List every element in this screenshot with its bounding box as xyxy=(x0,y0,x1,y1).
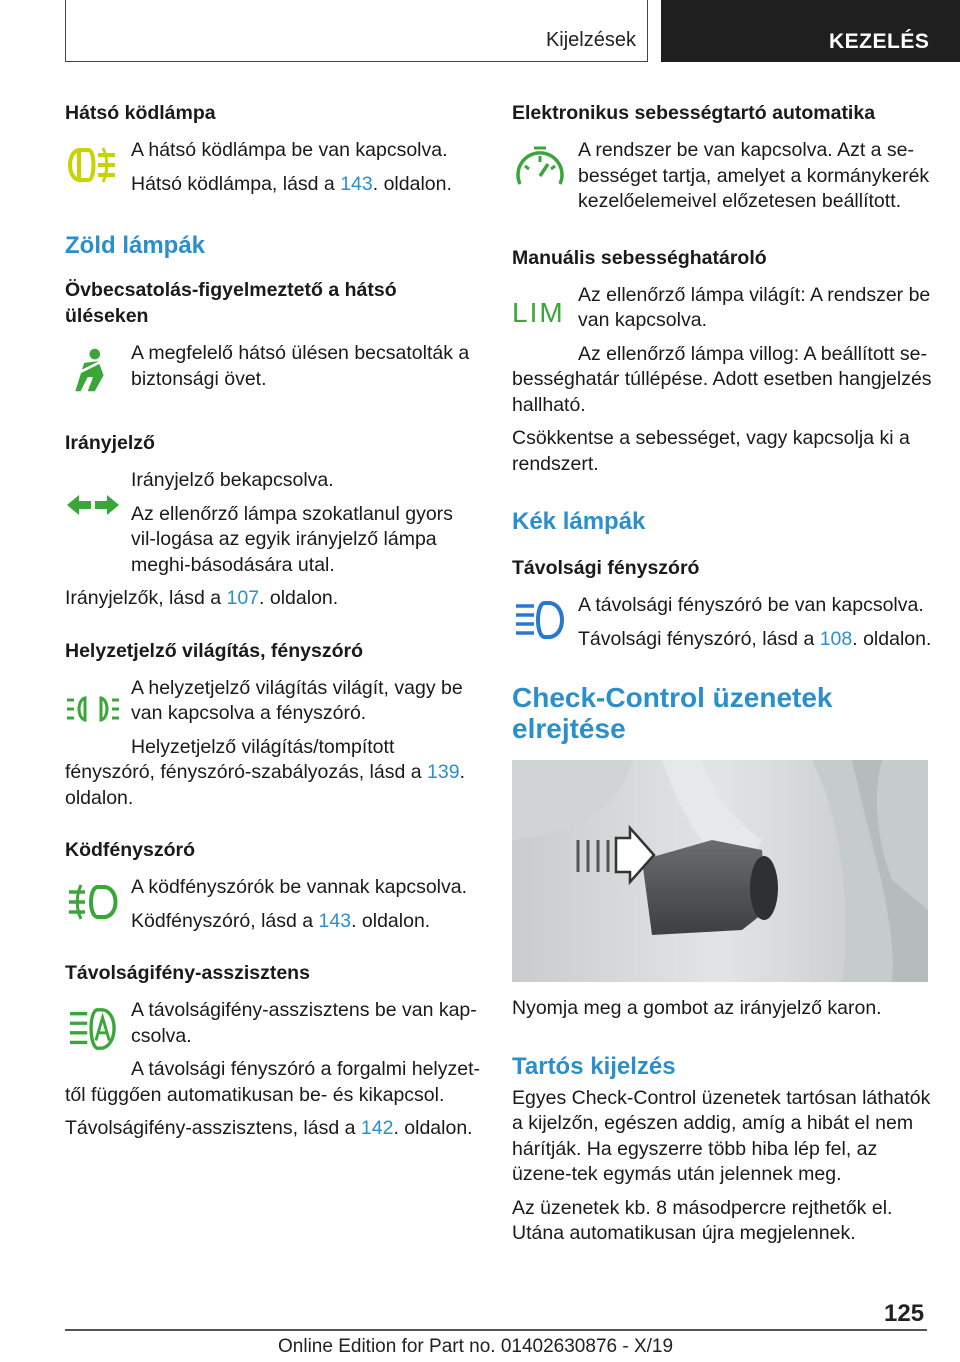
persistent-display-p1: Egyes Check-Control üzenetek tartósan láthatók a kijelzőn, egészen addig, amíg a hibát el nem hárítják. Ha egyszerre több hiba lép fel, az üzene-tek egymás után jelennek meg. xyxy=(512,1086,931,1185)
high-beam-line1: A távolsági fényszóró be van kapcsolva. xyxy=(578,594,924,616)
left-column xyxy=(65,100,483,1142)
turn-signal-line1: Irányjelző bekapcsolva. xyxy=(131,469,334,491)
rear-fog-lamp-icon xyxy=(65,142,121,188)
footer-rule xyxy=(65,1329,927,1331)
hba-page-link[interactable]: 142 xyxy=(360,1117,394,1139)
limiter-entry xyxy=(512,283,932,342)
limiter-lim-icon: LIM xyxy=(512,296,565,328)
blue-lamps-heading: Kék lámpák xyxy=(512,508,646,535)
limiter-line2: Az ellenőrző lámpa villog: A beállított se-bességhatár túllépése. Adott esetben hangjelzés hallható. xyxy=(512,342,932,416)
turn-signal-entry xyxy=(65,468,483,494)
cruise-line1: A rendszer be van kapcsolva. Azt a se-bességet tartja, amelyet a kormánykerék kezelőelemeivel előzetesen beállított. xyxy=(578,139,930,212)
high-beam-entry xyxy=(512,593,932,652)
green-lamps-heading: Zöld lámpák xyxy=(65,232,206,259)
turn-signal-arrows-icon xyxy=(65,482,121,528)
rear-fog-line1: A hátsó ködlámpa be van kapcsolva. xyxy=(131,139,448,161)
footer-edition: Online Edition for Part no. 01402630876 - X/19 xyxy=(278,1336,674,1357)
rear-fog-ref-text: Hátsó ködlámpa, lásd a xyxy=(131,172,341,195)
hba-ref xyxy=(65,1116,483,1142)
turn-signal-ref-text: Irányjelzők, lásd a xyxy=(65,587,227,609)
high-beam-page-link[interactable]: 108 xyxy=(819,627,853,650)
high-beam-icon xyxy=(512,597,568,643)
hba-title: Távolságifény-asszisztens xyxy=(65,962,310,984)
front-fog-title: Ködfényszóró xyxy=(65,839,196,861)
hba-entry xyxy=(65,998,483,1057)
limiter-line3: Csökkentse a sebességet, vagy kapcsolja ki a rendszert. xyxy=(512,427,910,475)
header-section-title: Kijelzések xyxy=(545,29,636,51)
front-fog-entry xyxy=(65,875,483,934)
front-fog-lamp-icon xyxy=(65,879,121,925)
check-control-caption: Nyomja meg a gombot az irányjelző karon. xyxy=(512,997,882,1019)
turn-signal-line2-text: Az ellenőrző lámpa szokatlanul gyors vil-logása az egyik irányjelző lámpa meghi-básodására utal. xyxy=(131,502,453,576)
parking-light-page-link[interactable]: 139 xyxy=(427,761,460,783)
front-fog-page-link[interactable]: 143 xyxy=(318,909,352,932)
front-fog-ref-suffix: . oldalon. xyxy=(351,909,431,932)
turn-signal-ref-suffix: . oldalon. xyxy=(259,587,339,609)
right-column xyxy=(512,100,932,1247)
rear-fog-ref-suffix: . oldalon. xyxy=(372,172,452,195)
chapter-label: KEZELÉS xyxy=(829,30,930,53)
limiter-line1: Az ellenőrző lámpa világít: A rendszer be van kapcsolva. xyxy=(578,283,931,331)
limiter-title: Manuális sebességhatároló xyxy=(512,246,767,269)
hba-line2: A távolsági fényszóró a forgalmi helyzet-től függően automatikusan be- és kikapcsol. xyxy=(65,1058,481,1106)
front-fog-line1: A ködfényszórók be vannak kapcsolva. xyxy=(131,876,468,898)
cruise-title: Elektronikus sebességtartó automatika xyxy=(512,102,876,124)
rear-fog-entry xyxy=(65,138,483,197)
turn-signal-title: Irányjelző xyxy=(65,432,155,454)
parking-light-icon xyxy=(65,686,121,732)
turn-signal-page-link[interactable]: 107 xyxy=(226,587,260,609)
high-beam-title: Távolsági fényszóró xyxy=(512,557,700,579)
turn-signal-line2 xyxy=(65,502,483,579)
parking-light-entry xyxy=(65,676,483,735)
parking-light-title: Helyzetjelző világítás, fényszóró xyxy=(65,639,364,662)
turn-signal-stalk-illustration xyxy=(512,760,928,982)
parking-light-ref-suffix: . oldalon. xyxy=(65,761,465,809)
cruise-entry xyxy=(512,138,932,215)
parking-light-line1: A helyzetjelző világítás világít, vagy be van kapcsolva a fényszóró. xyxy=(131,676,463,724)
high-beam-ref-suffix: . oldalon. xyxy=(852,627,932,650)
page-number: 125 xyxy=(884,1300,925,1327)
check-control-heading: Check-Control üzenetek elrejtése xyxy=(512,682,833,744)
front-fog-ref xyxy=(131,909,483,935)
header-chapter-tab xyxy=(661,0,960,62)
seatbelt-icon xyxy=(65,347,121,393)
rear-fog-ref xyxy=(131,172,483,198)
hba-ref-suffix: . oldalon. xyxy=(393,1117,473,1139)
stalk-illustration-svg xyxy=(512,760,928,982)
turn-signal-ref xyxy=(65,586,483,612)
high-beam-ref xyxy=(578,627,932,653)
front-fog-ref-text: Ködfényszóró, lásd a xyxy=(131,909,319,932)
persistent-display-heading: Tartós kijelzés xyxy=(512,1052,676,1080)
seatbelt-title: Övbecsatolás-figyelmeztető a hátsó üléseken xyxy=(65,279,397,327)
high-beam-assistant-icon xyxy=(65,1006,121,1052)
high-beam-ref-text: Távolsági fényszóró, lásd a xyxy=(578,627,820,650)
seatbelt-line1: A megfelelő hátsó ülésen becsatolták a biztonsági övet. xyxy=(131,342,470,390)
parking-light-ref xyxy=(65,735,483,812)
persistent-display-p2: Az üzenetek kb. 8 másodpercre rejthetők el. Utána automatikusan újra megjelennek. xyxy=(512,1196,893,1244)
parking-light-ref-text: Helyzetjelző világítás/tompított fényszóró, fényszóró-szabályozás, lásd a xyxy=(65,735,428,783)
seatbelt-entry xyxy=(65,341,483,392)
rear-fog-page-link[interactable]: 143 xyxy=(340,172,373,195)
hba-line1: A távolságifény-asszisztens be van kap-csolva. xyxy=(131,999,477,1047)
rear-fog-title: Hátsó ködlámpa xyxy=(65,102,216,124)
hba-ref-text: Távolságifény-asszisztens, lásd a xyxy=(65,1117,361,1139)
cruise-control-icon xyxy=(512,146,568,192)
